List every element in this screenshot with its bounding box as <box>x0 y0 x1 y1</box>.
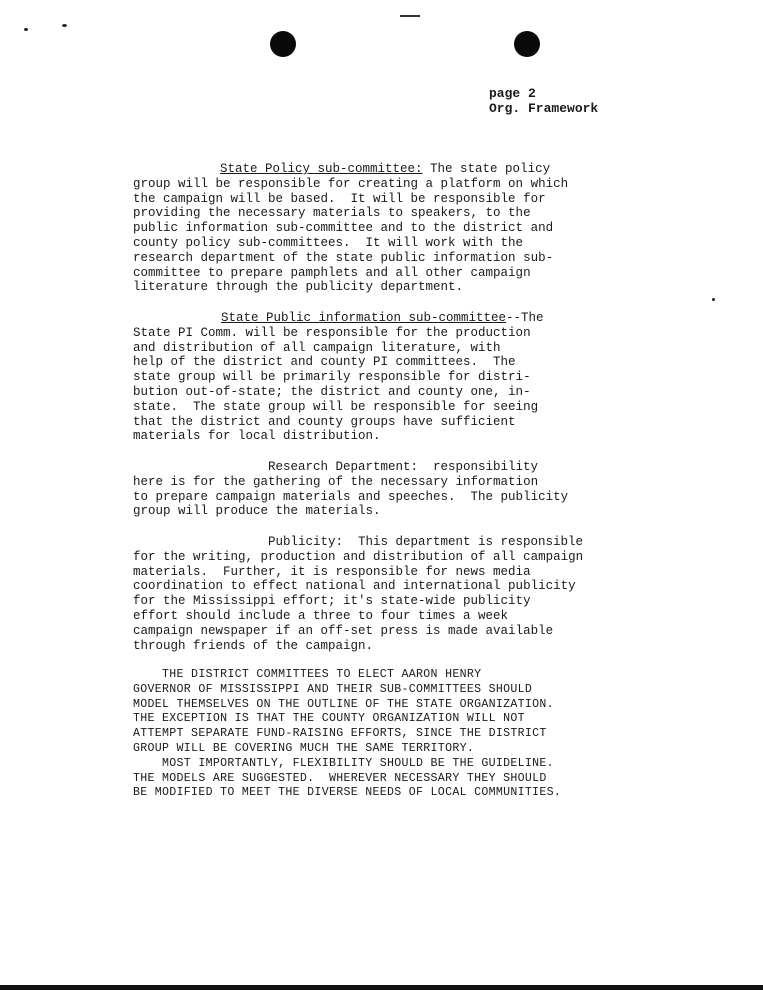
punch-hole-left <box>270 31 296 57</box>
section-state-policy: State Policy sub-committee: The state policy group will be responsible for creating a platform on which the campaign will be based. It will be responsible for providing the necessary materials to speakers, to the public information sub-committee and to the district and county policy sub-committees. It will work with the research department of the state public information sub- committee to prepare pamphlets and all other campaign literature through the publicity department. <box>133 162 569 295</box>
section-publicity: Publicity: This department is responsible for the writing, production and distribution of all campaign materials. Further, it is responsible for news media coordination to effect national and international publicity for the Mississippi effort; it's state-wide publicity effort should include a three to four times a week campaign newspaper if an off-set press is made available through friends of the campaign. <box>133 535 584 653</box>
page-header <box>489 86 598 116</box>
section-heading: Publicity: <box>268 535 344 549</box>
section-research-department: Research Department: responsibility here is for the gathering of the necessary information to prepare campaign materials and speeches. The publicity group will produce the materials. <box>133 460 569 519</box>
closing-paragraph: THE DISTRICT COMMITTEES TO ELECT AARON HENRY GOVERNOR OF MISSISSIPPI AND THEIR SUB-COMMITTEES SHOULD MODEL THEMSELVES ON THE OUTLINE OF THE STATE ORGANIZATION. THE EXCEPTION IS THAT THE COUNTY ORGANIZATION WILL NOT ATTEMPT SEPARATE FUND-RAISING EFFORTS, SINCE THE DISTRICT GROUP WILL BE COVERING MUCH THE SAME TERRITORY. MOST IMPORTANTLY, FLEXIBILITY SHOULD BE THE GUIDELINE. THE MODELS ARE SUGGESTED. WHEREVER NECESSARY THEY SHOULD BE MODIFIED TO MEET THE DIVERSE NEEDS OF LOCAL COMMUNITIES. <box>133 668 562 800</box>
scan-edge <box>0 985 763 990</box>
scan-speck <box>712 298 715 301</box>
section-heading: Research Department: <box>268 460 419 474</box>
section-state-public-information: State Public information sub-committee--The State PI Comm. will be responsible for the production and distribution of all campaign literature, with help of the district and county PI committees. The state group will be primarily responsible for distri- bution out-of-state; the district and county one, in- state. The state group will be responsible for seeing that the district and county groups have sufficient materials for local distribution. <box>133 311 544 444</box>
scan-mark <box>400 15 420 17</box>
section-heading: State Public information sub-committee <box>221 311 507 325</box>
punch-hole-right <box>514 31 540 57</box>
document-title: Org. Framework <box>489 101 599 116</box>
section-heading: State Policy sub-committee: <box>220 162 423 176</box>
scan-speck <box>24 28 28 31</box>
page-number: page 2 <box>489 86 536 101</box>
scan-speck <box>62 24 67 27</box>
